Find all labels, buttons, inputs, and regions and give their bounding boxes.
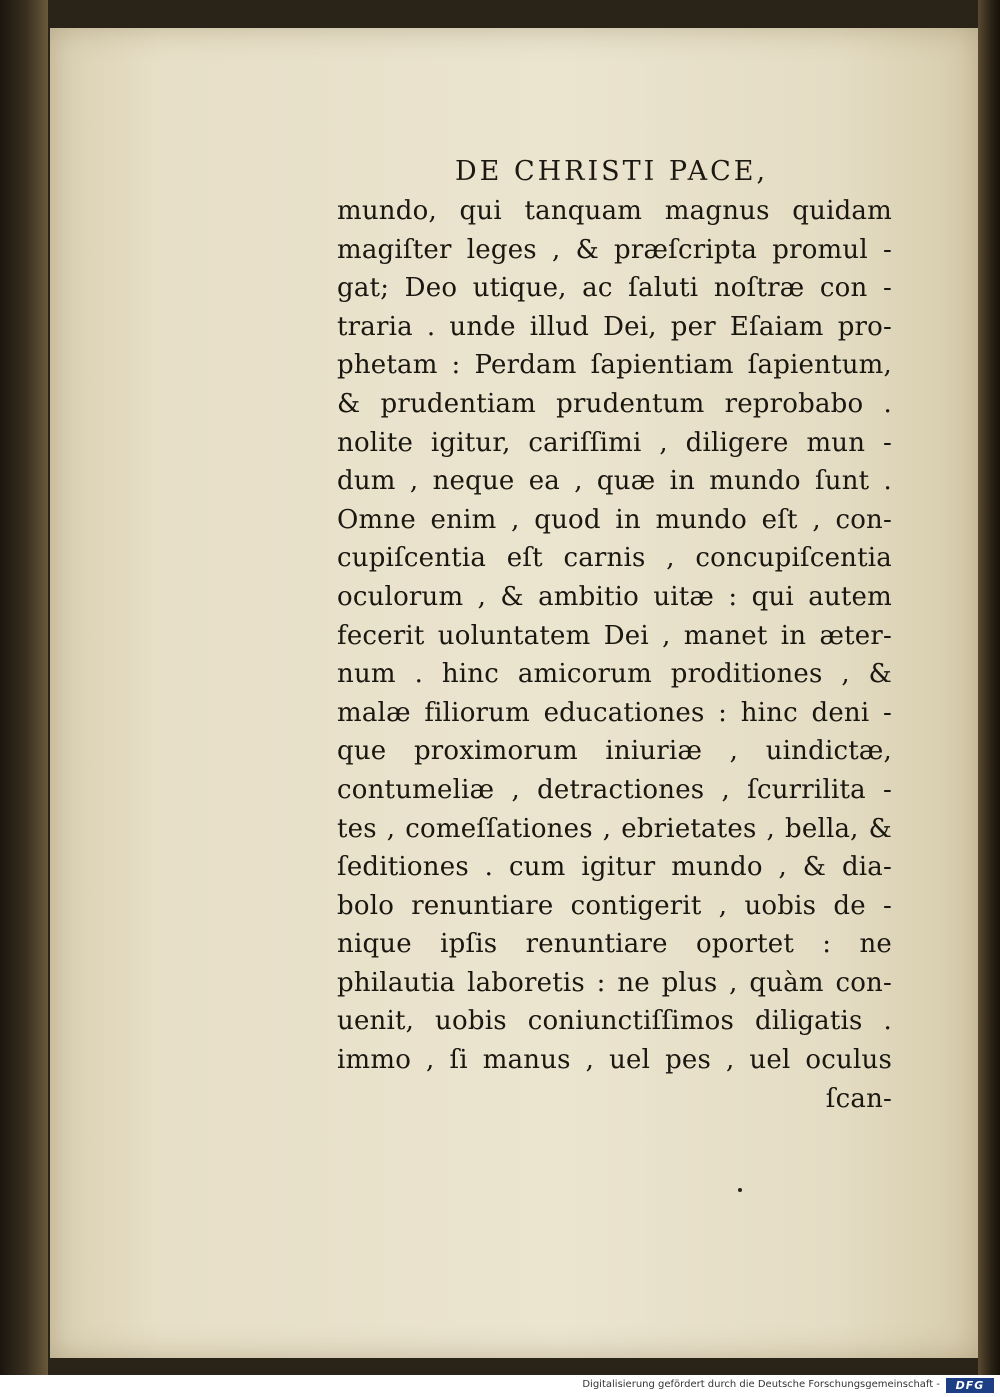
text-line: philautia laboretis : ne plus , quàm con- [337, 967, 892, 998]
text-line: oculorum , & ambitio uitæ : qui autem [337, 581, 892, 612]
text-line: ſeditiones . cum igitur mundo , & dia- [337, 852, 892, 883]
binding-edge-right [978, 0, 1000, 1375]
dfg-logo-icon: DFG [946, 1378, 994, 1393]
text-line: que proximorum iniuriæ , uindictæ, [337, 736, 892, 767]
ink-speck [738, 1188, 742, 1192]
footer-bar [0, 1375, 1000, 1397]
text-line: gat; Deo utique, ac ſaluti noſtræ con - [337, 273, 892, 304]
text-line: nolite igitur, cariſſimi , diligere mun - [337, 427, 892, 458]
text-line: uenit, uobis coniunctiſſimos diligatis . [337, 1006, 892, 1037]
text-line: tes , comeſſationes , ebrietates , bella, & [337, 813, 892, 844]
text-line: contumeliæ , detractiones , ſcurrilita - [337, 774, 892, 805]
catchword: ſcan- [825, 1083, 892, 1114]
body-text [337, 192, 892, 1118]
text-line: traria . unde illud Dei, per Eſaiam pro- [337, 311, 892, 342]
text-line: malæ filiorum educationes : hinc deni - [337, 697, 892, 728]
text-line: Omne enim , quod in mundo eſt , con- [337, 504, 892, 535]
page-content [50, 28, 978, 1358]
text-line: nique ipſis renuntiare oportet : ne [337, 929, 892, 960]
book-page [50, 28, 978, 1358]
text-line: mundo, qui tanquam magnus quidam [337, 196, 892, 226]
text-line: num . hinc amicorum proditiones , & [337, 659, 892, 690]
text-line: magiſter leges , & præſcripta promul - [337, 234, 892, 265]
binding-edge-left [0, 0, 48, 1375]
text-line: immo , ſi manus , uel pes , uel oculus [337, 1045, 892, 1076]
funding-credit: Digitalisierung gefördert durch die Deutsche Forschungsgemeinschaft - [582, 1379, 940, 1390]
running-head: DE CHRISTI PACE, [455, 156, 769, 187]
text-line: dum , neque ea , quæ in mundo ſunt . [337, 466, 892, 497]
text-line: & prudentiam prudentum reprobabo . [337, 388, 892, 419]
text-line: fecerit uoluntatem Dei , manet in æter- [337, 620, 892, 651]
text-line: bolo renuntiare contigerit , uobis de - [337, 890, 892, 921]
text-line: cupiſcentia eſt carnis , concupiſcentia [337, 543, 892, 574]
text-line: phetam : Perdam ſapientiam ſapientum, [337, 350, 892, 381]
